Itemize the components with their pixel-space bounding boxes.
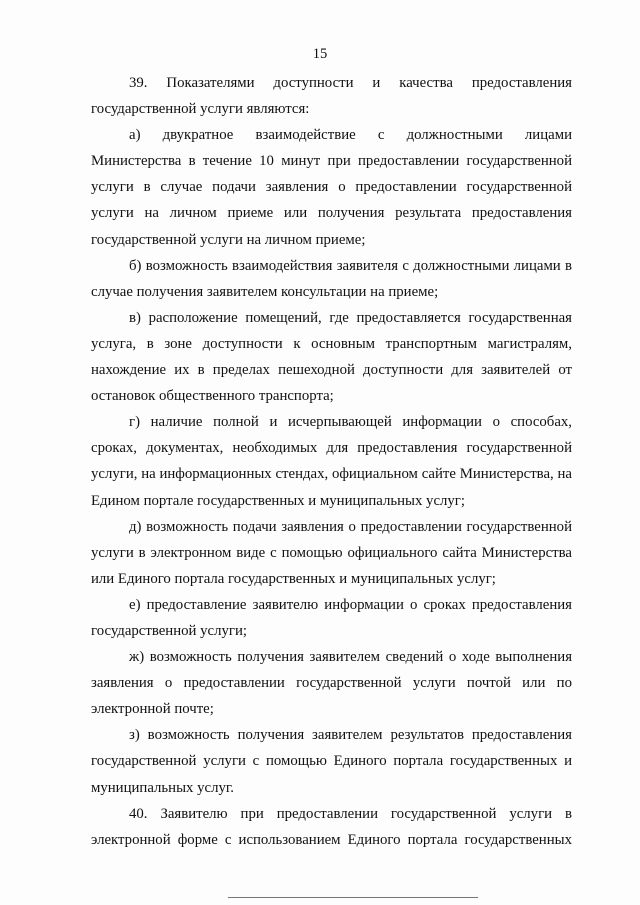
list-item-v: в) расположение помещений, где предоставляется государственная услуга, в зоне доступности к основным транспортным магистралям, нахождение их в пределах пешеходной доступности для заявителей от остановок общественного транспорта; (91, 309, 572, 405)
paragraph-40: 40. Заявителю при предоставлении государственной услуги в электронной форме с использованием Единого портала государственных (91, 805, 572, 848)
list-item-a: а) двукратное взаимодействие с должностными лицами Министерства в течение 10 минут при предоставлении государственной услуги в случае подачи заявления о предоставлении государственной услуги на личном приеме или получения результата предоставления государственной услуги на личном приеме; (91, 127, 572, 248)
list-item-g: г) наличие полной и исчерпывающей информации о способах, сроках, документах, необходимых для предоставления государственной услуги, на информационных стендах, официальном сайте Министерства, на Едином портале государственных и муниципальных услуг; (91, 414, 572, 509)
document-body (91, 70, 572, 853)
list-item-e: е) предоставление заявителю информации о сроках предоставления государственной услуги; (91, 596, 572, 639)
paragraph-39: 39. Показателями доступности и качества предоставления государственной услуги являются: (91, 75, 572, 118)
list-item-d: д) возможность подачи заявления о предоставлении государственной услуги в электронном виде с помощью официального сайта Министерства или Единого портала государственных и муниципальных услуг; (91, 518, 572, 587)
list-item-b: б) возможность взаимодействия заявителя с должностными лицами в случае получения заявителем консультации на приеме; (91, 257, 572, 300)
list-item-zh: ж) возможность получения заявителем сведений о ходе выполнения заявления о предоставлении государственной услуги почтой или по электронной почте; (91, 649, 572, 718)
page-number: 15 (312, 46, 328, 62)
page-bottom-rule (228, 897, 478, 898)
list-item-z: з) возможность получения заявителем результатов предоставления государственной услуги с помощью Единого портала государственных и муниципальных услуг. (91, 727, 572, 796)
